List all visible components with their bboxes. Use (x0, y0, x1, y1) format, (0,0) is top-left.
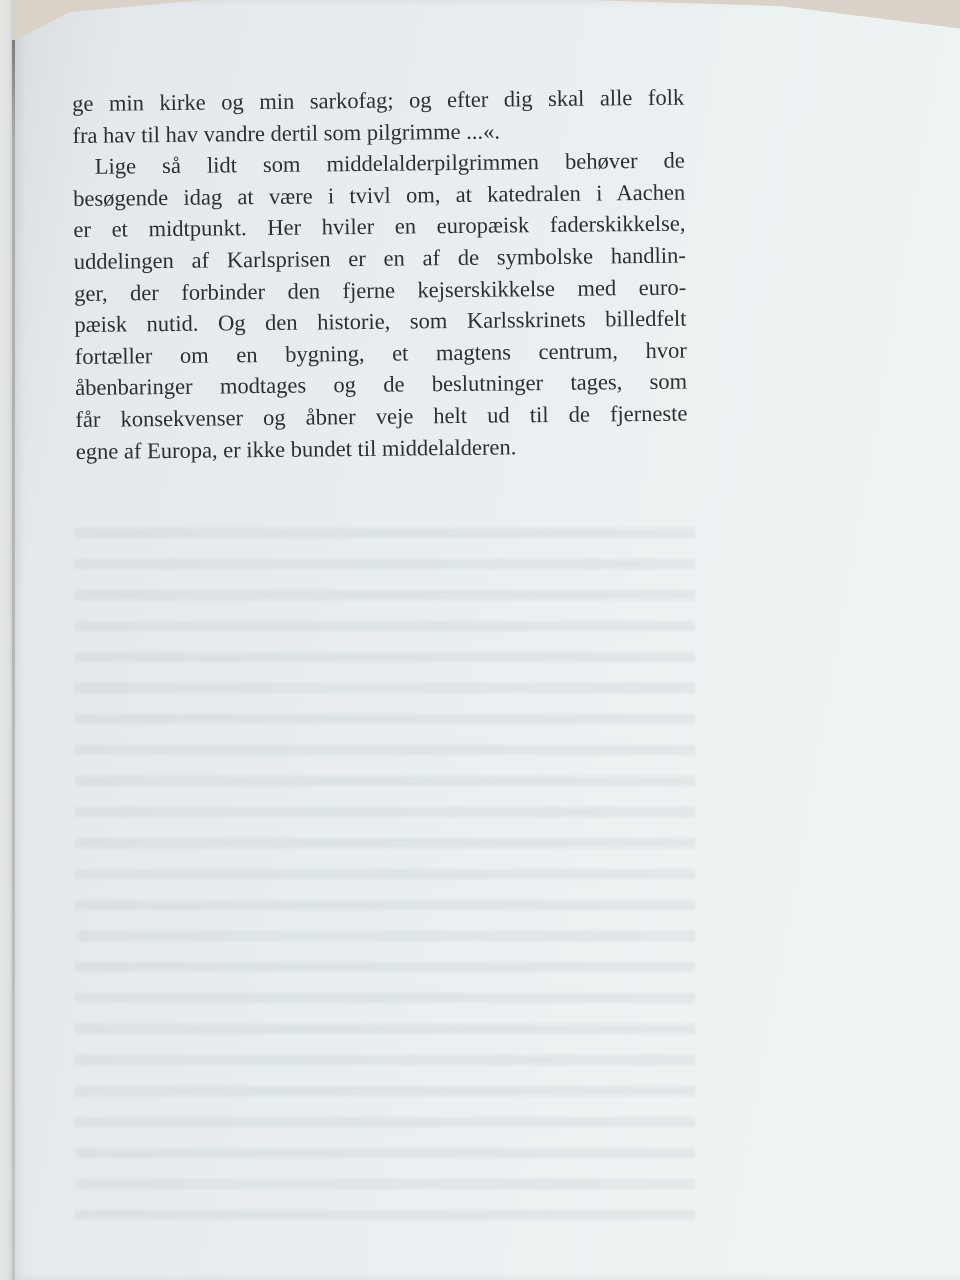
spine-crease (12, 40, 15, 1280)
text-line: pæisk nutid. Og den historie, som Karlsskrinets billedfelt (74, 305, 687, 338)
paragraph (73, 145, 688, 467)
text-line: ger, der forbinder den fjerne kejserskikkelse med euro- (74, 274, 687, 306)
text-line: Lige så lidt som middelalderpilgrimmen behøver de (94, 147, 685, 179)
reverse-side-show-through (75, 510, 695, 1230)
text-line: uddelingen af Karlsprisen er en af de symbolske handlin- (73, 242, 686, 274)
paragraph-continuation (72, 82, 685, 152)
text-line: åbenbaringer modtages og de beslutninger tages, som (75, 368, 688, 401)
text-line: fortæller om en bygning, et magtens centrum, hvor (74, 337, 687, 369)
text-line: fra hav til hav vandre dertil som pilgrimme ...«. (72, 118, 500, 148)
text-line: er et midtpunkt. Her hviler en europæisk faderskikkelse, (73, 210, 686, 243)
text-line: besøgende idag at være i tvivl om, at katedralen i Aachen (73, 179, 686, 211)
text-line: får konsekvenser og åbner veje helt ud til de fjerneste (75, 400, 688, 432)
text-line: ge min kirke og min sarkofag; og efter dig skal alle folk (72, 84, 685, 116)
text-line: egne af Europa, er ikke bundet til middelalderen. (75, 433, 517, 464)
body-text (72, 82, 688, 468)
